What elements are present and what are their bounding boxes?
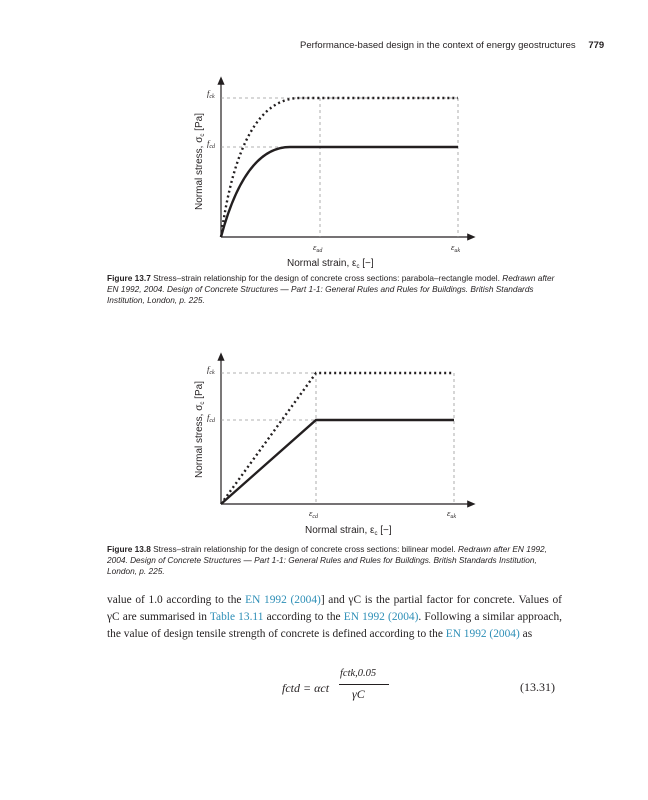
fig2-design-line bbox=[221, 420, 454, 504]
fig1-y-axis-title: Normal stress, $\sigma_c$ [Pa] bbox=[194, 113, 206, 210]
body-paragraph bbox=[107, 592, 562, 643]
body-text-1: value of 1.0 according to the bbox=[107, 594, 246, 606]
body-text-2: ] and γC is the partial factor for concrete. Values of γC are summarised in bbox=[107, 594, 562, 623]
equation-numerator: fctk,0.05 bbox=[340, 668, 377, 679]
equation-13-31 bbox=[282, 668, 422, 708]
body-text-4: . Following a similar approach, the value of design tensile strength of concrete is defined according to the bbox=[107, 611, 562, 640]
fig2-xtick-ecd: $\varepsilon_{cd}$ bbox=[309, 508, 319, 520]
running-title: Performance-based design in the context of energy geostructures bbox=[300, 40, 576, 51]
figure-13-7-caption-text: Stress–strain relationship for the design of concrete cross sections: parabola–rectangle model. bbox=[153, 273, 500, 283]
fig1-ytick-fck: $f_{ck}$ bbox=[207, 88, 215, 100]
body-text-3: according to the bbox=[263, 611, 344, 623]
figure-13-7-source: Redrawn after EN 1992, 2004. Design of Concrete Structures — Part 1-1: General Rules and Rules for Buildings. British Standards Institution, London, p. 225. bbox=[107, 273, 555, 305]
fig2-ytick-fck: $f_{ck}$ bbox=[207, 364, 215, 376]
ref-en1992-2[interactable]: EN 1992 (2004) bbox=[343, 611, 419, 623]
fig1-design-curve bbox=[221, 147, 458, 237]
fig1-ytick-fcd: $f_{cd}$ bbox=[207, 138, 216, 150]
equation-denominator: γC bbox=[352, 687, 365, 701]
page-number: 779 bbox=[588, 40, 605, 51]
figure-13-8-label: Figure 13.8 bbox=[107, 544, 151, 554]
fig2-characteristic-line bbox=[221, 373, 454, 504]
equation-number: (13.31) bbox=[520, 680, 555, 694]
figure-13-8-caption bbox=[107, 544, 562, 577]
figure-13-7-label: Figure 13.7 bbox=[107, 273, 151, 283]
ref-en1992-1[interactable]: EN 1992 (2004) bbox=[245, 594, 321, 606]
figure-13-8-source: Redrawn after EN 1992, 2004. Design of Concrete Structures — Part 1-1: General Rules and Rules for Buildings. British Standards Institution, London, p. 225. bbox=[107, 544, 547, 576]
ref-en1992-3[interactable]: EN 1992 (2004) bbox=[445, 628, 520, 640]
fig2-xtick-euk: $\varepsilon_{uk}$ bbox=[447, 508, 457, 520]
fig2-y-axis-title: Normal stress, $\sigma_c$ [Pa] bbox=[194, 381, 206, 478]
ref-table-13-11[interactable]: Table 13.11 bbox=[209, 611, 264, 623]
figure-13-8-caption-text: Stress–strain relationship for the design of concrete cross sections: bilinear model. bbox=[153, 544, 456, 554]
fig1-xtick-eud: $\varepsilon_{ud}$ bbox=[313, 242, 323, 254]
fig1-characteristic-curve bbox=[221, 98, 458, 237]
fig2-ytick-fcd: $f_{cd}$ bbox=[207, 412, 216, 424]
equation-fraction-bar bbox=[339, 684, 389, 685]
body-text-5: as bbox=[519, 628, 533, 640]
fig1-x-axis-title: Normal strain, $\varepsilon_c$ [−] bbox=[287, 258, 374, 270]
fig2-x-axis-title: Normal strain, $\varepsilon_c$ [−] bbox=[305, 525, 392, 537]
fig1-xtick-euk: $\varepsilon_{uk}$ bbox=[451, 242, 461, 254]
figure-13-7-caption bbox=[107, 273, 562, 306]
equation-lhs: fctd = αct bbox=[282, 681, 330, 695]
